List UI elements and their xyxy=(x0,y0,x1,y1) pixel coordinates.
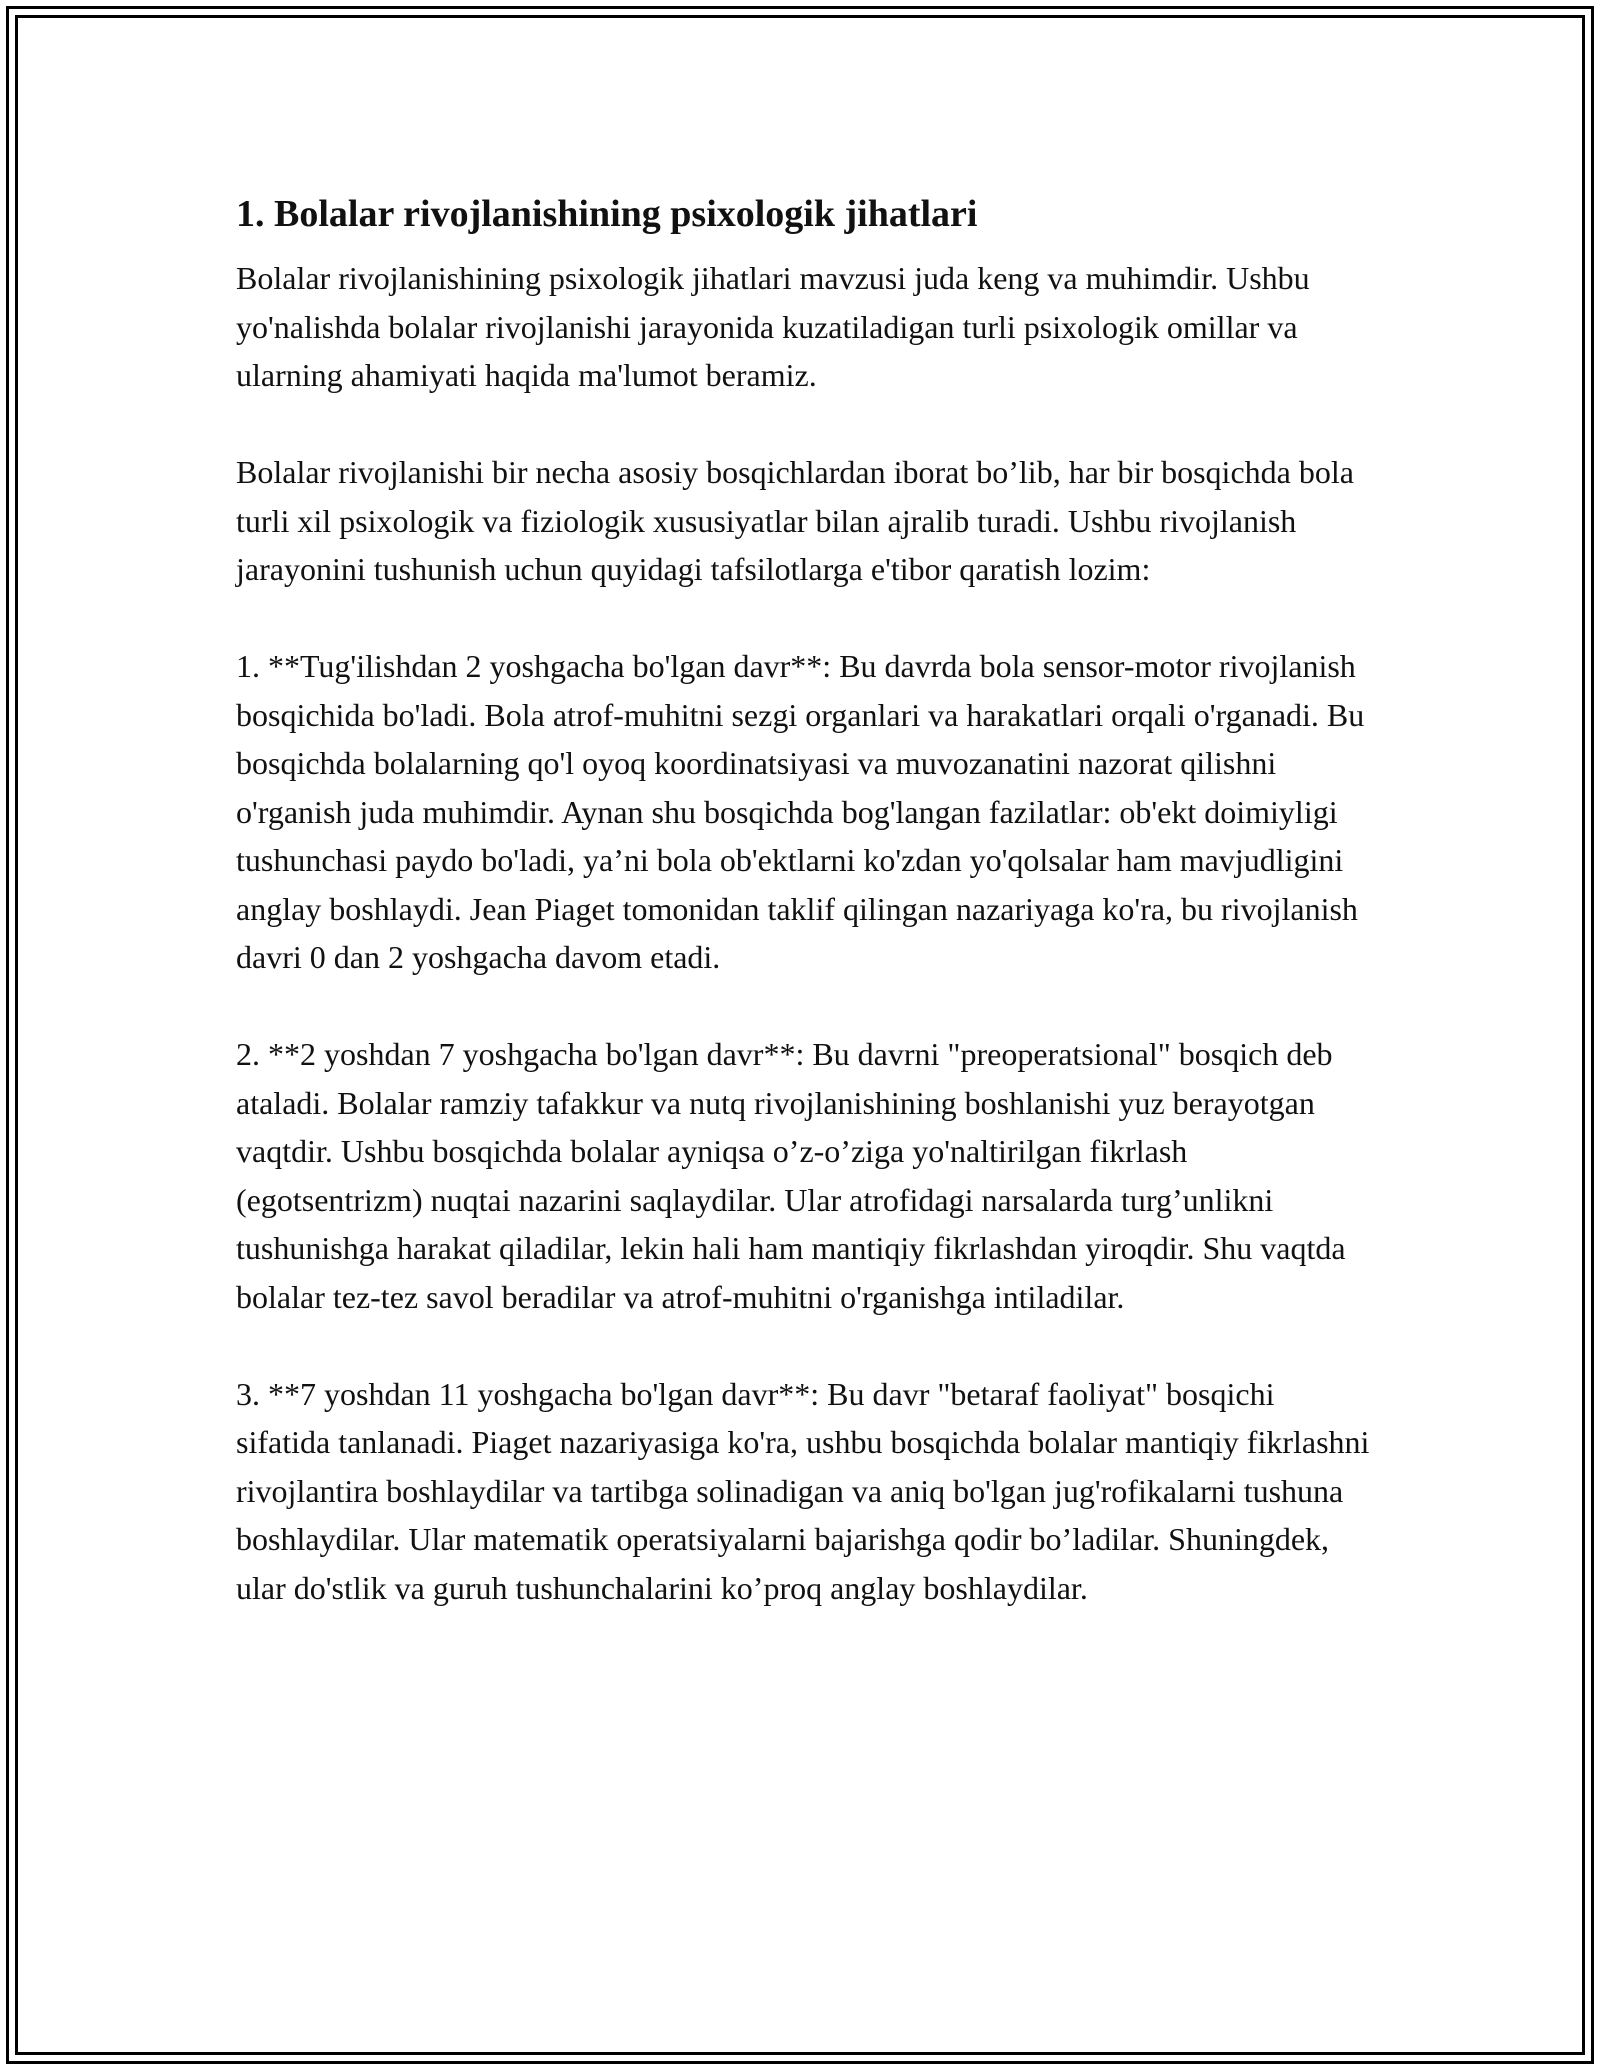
paragraph-intro: Bolalar rivojlanishining psixologik jihatlari mavzusi juda keng va muhimdir. Ushbu yo'nalishda bolalar rivojlanishi jarayonida kuzatiladigan turli psixologik omillar va ularning ahamiyati haqida ma'lumot beramiz. xyxy=(236,260,1310,393)
document-title: 1. Bolalar rivojlanishining psixologik jihatlari xyxy=(236,193,978,235)
paragraph-stage-2: 2. **2 yoshdan 7 yoshgacha bo'lgan davr**: Bu davrni "preoperatsional" bosqich deb ataladi. Bolalar ramziy tafakkur va nutq rivojlanishining boshlanishi yuz berayotgan vaqtdir. Ushbu bosqichda bolalar ayniqsa o’z-o’ziga yo'naltirilgan fikrlash (egotsentrizm) nuqtai nazarini saqlaydilar. Ular atrofidagi narsalarda turg’unlikni tushunishga harakat qiladilar, lekin hali ham mantiqiy fikrlashdan yiroqdir. Shu vaqtda bolalar tez-tez savol beradilar va atrof-muhitni o'rganishga intiladilar. xyxy=(236,1036,1346,1315)
paragraph-stage-3: 3. **7 yoshdan 11 yoshgacha bo'lgan davr**: Bu davr "betaraf faoliyat" bosqichi sifatida tanlanadi. Piaget nazariyasiga ko'ra, ushbu bosqichda bolalar mantiqiy fikrlashni rivojlantira boshlaydilar va tartibga solinadigan va aniq bo'lgan jug'rofikalarni tushuna boshlaydilar. Ular matematik operatsiyalarni bajarishga qodir bo’ladilar. Shuningdek, ular do'stlik va guruh tushunchalarini ko’proq anglay boshlaydilar. xyxy=(236,1375,1370,1606)
paragraph-stages-overview: Bolalar rivojlanishi bir necha asosiy bosqichlardan iborat bo’lib, har bir bosqichda bola turli xil psixologik va fiziologik xususiyatlar bilan ajralib turadi. Ushbu rivojlanish jarayonini tushunish uchun quyidagi tafsilotlarga e'tibor qaratish lozim: xyxy=(236,454,1354,587)
document-body xyxy=(236,186,1376,1661)
paragraph-stage-1: 1. **Tug'ilishdan 2 yoshgacha bo'lgan davr**: Bu davrda bola sensor-motor rivojlanish bosqichida bo'ladi. Bola atrof-muhitni sezgi organlari va harakatlari orqali o'rganadi. Bu bosqichda bolalarning qo'l oyoq koordinatsiyasi va muvozanatini nazorat qilishni o'rganish juda muhimdir. Aynan shu bosqichda bog'langan fazilatlar: ob'ekt doimiyligi tushunchasi paydo bo'ladi, ya’ni bola ob'ektlarni ko'zdan yo'qolsalar ham mavjudligini anglay boshlaydi. Jean Piaget tomonidan taklif qilingan nazariyaga ko'ra, bu rivojlanish davri 0 dan 2 yoshgacha davom etadi. xyxy=(236,648,1365,975)
